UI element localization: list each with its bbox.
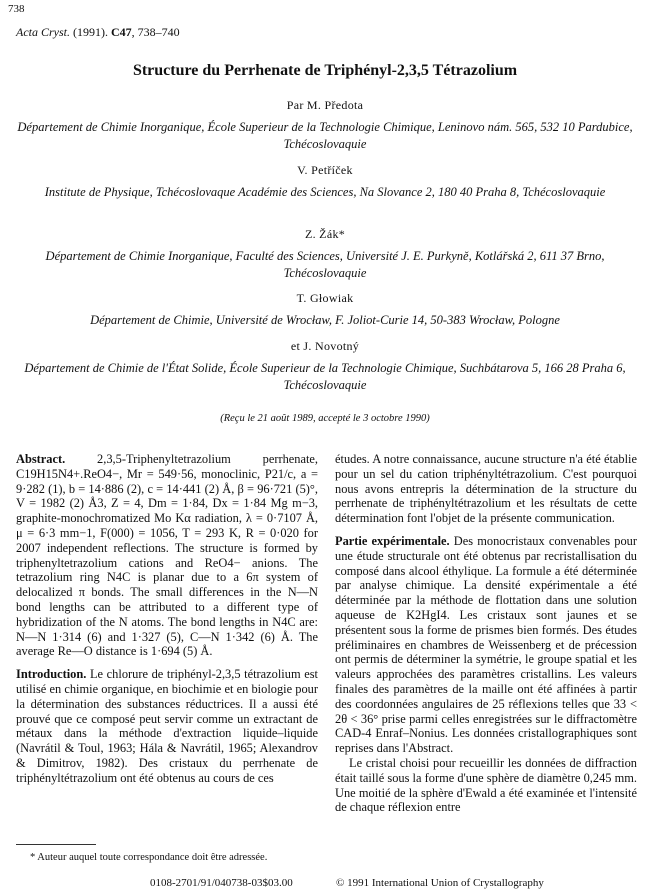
author-1: Par M. Předota bbox=[286, 98, 364, 112]
footnote: * Auteur auquel toute correspondance doit être adressée. bbox=[30, 852, 268, 863]
footnote-rule bbox=[16, 844, 96, 845]
copyright: © 1991 International Union of Crystallography bbox=[336, 877, 544, 889]
introduction-heading: Introduction. bbox=[16, 667, 87, 682]
left-column bbox=[16, 452, 318, 786]
author-4: T. Głowiak bbox=[296, 291, 354, 305]
paper-title: Structure du Perrhenate de Triphényl-2,3,5 Tétrazolium bbox=[132, 62, 518, 79]
received-date: (Reçu le 21 août 1989, accepté le 3 octobre 1990) bbox=[220, 413, 430, 424]
experimental-heading: Partie expérimentale. bbox=[335, 533, 450, 548]
journal-reference bbox=[16, 25, 180, 40]
experimental-text-2: Le cristal choisi pour recueillir les données de diffraction était taillé sous la forme d'une sphère de diamètre 0,245 mm. Une moitié de la sphère d'Ewald a été examinée et l'intensité de chaque réflexion entre bbox=[335, 755, 637, 815]
affiliation-1: Département de Chimie Inorganique, École Superieur de la Technologie Chimique, Leninovo nám. 565, 532 10 Pardubice, Tchécoslovaquie bbox=[17, 120, 633, 151]
article-code: 0108-2701/91/040738-03$03.00 bbox=[150, 877, 293, 889]
introduction-continued: études. A notre connaissance, aucune structure n'a été établie pour un sel du cation triphényltétrazolium. C'est pourquoi nous avons entrepris la détermination de la structure du perrhenate de triphényltétrazolium et les résultats de cette détermination font l'objet de la présente communication. bbox=[335, 452, 637, 526]
experimental bbox=[335, 534, 637, 756]
journal-volume: C47 bbox=[111, 25, 132, 39]
affiliation-3: Département de Chimie Inorganique, Faculté des Sciences, Université J. E. Purkyně, Kotlářská 2, 611 37 Brno, Tchécoslovaquie bbox=[45, 249, 605, 280]
affiliation-4: Département de Chimie, Université de Wrocław, F. Joliot-Curie 14, 50-383 Wrocław, Pologne bbox=[90, 313, 560, 327]
author-5: et J. Novotný bbox=[290, 339, 360, 353]
abstract bbox=[16, 452, 318, 659]
affiliation-5: Département de Chimie de l'État Solide, École Superieur de la Technologie Chimique, Suchbátarova 5, 166 28 Praha 6, Tchécoslovaquie bbox=[24, 361, 626, 392]
abstract-heading: Abstract. bbox=[16, 452, 66, 466]
author-3: Z. Žák* bbox=[304, 227, 346, 241]
experimental-text: Des monocristaux convenables pour une étude structurale ont été obtenus par recristallisation du composé dans alcool éthylique. La formule a été déterminée par analyse chimique. La densité expérimentale a été déterminée par la méthode de flottation dans une solution aqueuse de K2HgI4. Les cristaux sont jaunes et se présentent sous la forme de prismes bien formés. Des études préliminaires en chambres de Weissenberg et de précession ont permis de déterminer la symétrie, le groupe spatial et les valeurs approchées des paramètres cristallins. Les valeurs finales des paramètres de la maille ont été affinées à partir des coordonnées angulaires de 25 réflexions telles que 33 < 2θ < 36° prise parmi celles enregistrées sur le diffractomètre CAD-4 Enraf–Nonius. Les données cristallographiques sont reprises dans l'Abstract. bbox=[335, 533, 637, 756]
author-2: V. Petříček bbox=[297, 163, 353, 177]
right-column bbox=[335, 452, 637, 815]
introduction-text: Le chlorure de triphényl-2,3,5 tétrazolium est utilisé en chimie organique, en biochimie et en biologie pour la détermination des substances réductrices. Il a aussi été prouvé que ce composé peut servir comme un extractant de métaux dans la méthode d'extraction liquide–liquide (Navrátil & Toul, 1963; Hála & Navrátil, 1965; Alexandrov & Dimitrov, 1982). Des cristaux du perrhenate de triphényltétrazolium ont été obtenus au cours de ces bbox=[16, 667, 318, 785]
introduction bbox=[16, 667, 318, 785]
abstract-text: 2,3,5-Triphenyltetrazolium perrhenate, C19H15N4+.ReO4−, Mr = 549·56, monoclinic, P21/c, a = 9·282 (1), b = 14·886 (2), c = 14·441 (2) Å, β = 96·721 (5)°, V = 1982 (2) Å3, Z = 4, Dm = 1·84, Dx = 1·84 Mg m−3, graphite-monochromatized Mo Kα radiation, λ = 0·7107 Å, μ = 6·3 mm−1, F(000) = 1056, T = 293 K, R = 0·020 for 2007 independent reflections. The structure is formed by triphenyltetrazolium cations and ReO4− anions. The tetrazolium ring N4C is planar due to a 6π system of delocalized π bonds. The small differences in the N—N bond lengths can be attributed to a different type of hybridization of the N atoms. The bond lengths in N4C are: N—N 1·314 (6) and 1·327 (5), C—N 1·342 (6) Å. The average Re—O distance is 1·694 (5) Å. bbox=[16, 452, 318, 659]
page-number: 738 bbox=[8, 3, 25, 15]
affiliation-2: Institute de Physique, Tchécoslovaque Académie des Sciences, Na Slovance 2, 180 40 Praha 8, Tchécoslovaquie bbox=[44, 185, 606, 199]
journal-name: Acta Cryst. bbox=[16, 25, 70, 39]
journal-pages: , 738–740 bbox=[131, 25, 180, 39]
journal-year: (1991). bbox=[70, 25, 111, 39]
